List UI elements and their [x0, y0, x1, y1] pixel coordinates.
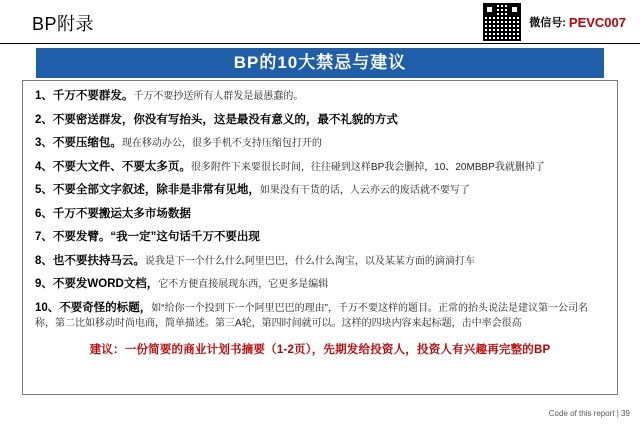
list-item [35, 160, 605, 175]
list-item-rest: 它不方便直接展现东西，它更多是编辑 [158, 279, 329, 290]
list-item [35, 254, 605, 269]
list-item-lead: 10、不要奇怪的标题， [35, 301, 152, 314]
slide-header [0, 0, 640, 44]
tips-list [22, 80, 618, 395]
footer-note: Code of this report | 39 [548, 409, 630, 418]
advice-text: 建议：一份简要的商业计划书摘要（1-2页），先期发给投资人，投资人有兴趣再完整的BP [89, 343, 551, 356]
list-item [35, 136, 605, 151]
section-title: BP的10大禁忌与建议 [36, 48, 604, 78]
list-item-rest: 如果没有干货的话，人云亦云的废话就不要写了 [259, 185, 470, 196]
wechat-qr-block [483, 3, 626, 41]
list-item-rest: 现在移动办公，很多手机不支持压缩包打开的 [121, 138, 322, 149]
list-item-lead: 9、不要发WORD文档， [35, 278, 159, 290]
list-item-rest: 说我是下一个什么什么阿里巴巴，什么什么淘宝，以及某某方面的滴滴打车 [144, 255, 475, 267]
list-item-lead: 2、不要密送群发，你没有写抬头，这是最没有意义的，最不礼貌的方式 [35, 113, 398, 126]
list-item [35, 301, 605, 331]
list-item [35, 113, 605, 128]
list-item-rest: 如“给你一个投到下一个阿里巴巴的理由”，千万不要这样的题目。正常的抬头说法是建议第一公司名称，第二比如移动时尚电商，简单描述。第三A轮，第四时间就可以。这样的四块内容来起标题，击中率会很高 [35, 302, 588, 329]
list-item-lead: 5、不要全部文字叙述，除非是非常有见地， [35, 184, 260, 196]
list-item-lead: 3、不要压缩包。 [35, 137, 122, 149]
wechat-label: 微信号: [529, 17, 566, 29]
list-item [35, 277, 605, 292]
qr-code-icon [483, 3, 521, 41]
list-item-lead: 8、也不要扶持马云。 [35, 254, 145, 267]
list-item-lead: 4、不要大文件、不要太多页。 [35, 160, 191, 173]
list-item-rest: 千万不要抄送所有人群发是最愚蠢的。 [133, 91, 304, 102]
list-item [35, 89, 605, 104]
list-item-lead: 6、千万不要搬运太多市场数据 [35, 207, 191, 220]
list-item [35, 183, 605, 198]
wechat-id: PEVC007 [568, 14, 626, 30]
list-item-lead: 7、不要发臂。“我一定”这句话千万不要出现 [35, 231, 260, 243]
list-item [35, 207, 605, 222]
list-item [35, 230, 605, 245]
list-item-lead: 1、千万不要群发。 [35, 90, 134, 102]
page-title: BP附录 [32, 14, 95, 34]
list-item-rest: 很多附件下来要很长时间，往往碰到这样BP我会删掉，10、20MBBP我就删掉了 [190, 161, 545, 173]
